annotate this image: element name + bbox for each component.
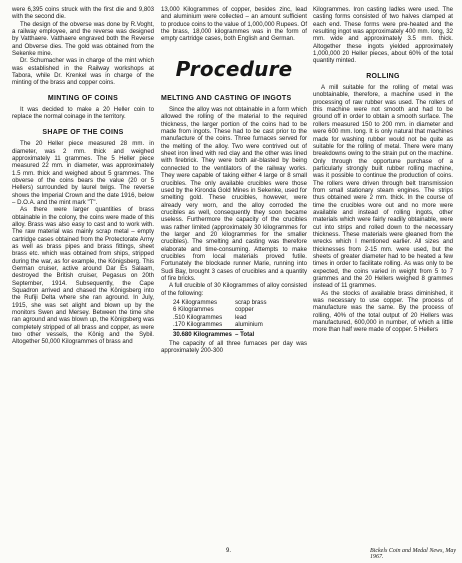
paragraph-schumacher: Dr. Schumacher was in charge of the mint which was established in the Railway workshops at Tabora, while Dr. Krenkel was in charge of the minting of the brass and copper coins. [12, 57, 154, 87]
heading-minting-of-coins: MINTING OF COINS [47, 94, 119, 102]
material-item: lead [235, 313, 247, 321]
column-3 [313, 6, 453, 334]
paragraph-melting: Since the alloy was not obtainable in a form which allowed the rolling of the material to the required thickness, the larger portion of the coins had to be made from ingots. These had to be cast prior to the manufacture of the coins. Three furnaces served for the melting of the alloy. Two were contrived out of sheet iron lined with red clay and the other was lined with firebrick. They were both air-blasted by being connected to the ventilators of the railway works. They were capable of taking either 4 large or 8 small crucibles. The only available crucibles were those used by the Kironda Gold Mines in Sekenke, used for smelting gold. These crucibles, however, were already very worn, and the alloy corroded the crucibles as well, consequently they soon became useless. Furthermore the capacity of the crucibles was rather limited (approximately 30 kilogrammes for the larger and 20 kilogrammes for the smaller crucibles). The smelting and casting was therefore elaborate and time-consuming. Attempts to make crucibles from local materials proved futile. Fortunately the blockade runner Marie, running into Sudi Bay, brought 3 cases of crucibles and a quantity of fire bricks. [161, 106, 307, 282]
paragraph-shape: The 20 Heller piece measured 28 mm. in diameter, was 2 mm. thick and weighed approximately 11 grammes. The 5 Heller piece measured 22 mm. in diameter, was approximately 1.5 mm. thick and weighed about 5 grammes. The obverse of the coins bears the value (20 or 5 Hellers) surrounded by laurel twigs. The reverse shows the Imperial Crown and the date 1916, below – D.O.A. and the mint mark "T". [12, 140, 154, 206]
material-row [161, 306, 307, 313]
paragraph-capacity: The capacity of all three furnaces per day was approximately 200-300 [161, 339, 307, 355]
material-total-row [161, 331, 307, 338]
heading-rolling: ROLLING [366, 72, 400, 80]
material-item: aluminium [235, 321, 263, 329]
paragraph-copper: 13,000 Kilogrammes of copper, besides zinc, lead and aluminium were collected – an amount sufficient to produce coins to the value of 1,000,000 Rupees. Of the brass, 18,000 kilogrammes was in the form of empty cartridge cases, both English and German. [161, 6, 308, 43]
total-rule [173, 329, 243, 330]
heading-melting-casting: MELTING AND CASTING OF INGOTS [161, 94, 292, 102]
page-number: 9. [226, 548, 232, 554]
material-row [161, 321, 307, 328]
material-item: scrap brass [235, 299, 267, 306]
material-item: copper [235, 306, 254, 314]
material-qty: 24 Kilogrammes [173, 299, 218, 306]
material-row [161, 314, 307, 321]
paragraph-minting: It was decided to make a 20 Heller coin to replace the normal coinage in the territory. [12, 106, 154, 121]
paragraph-stocks: As the stocks of available brass diminished, it was necessary to use copper. The process of manufacture was the same. By the process of rolling, 40% of the total output of 20 Hellers was manufactured, 600,000 in number, of which a little more than half were made of copper. 5 Hellers [313, 289, 453, 334]
materials-list [161, 299, 307, 339]
column-1 [12, 6, 154, 346]
section-title-procedure: Procedure [175, 56, 293, 81]
column-2 [161, 6, 307, 354]
material-qty: 6 Kilogrammes [173, 306, 214, 314]
paragraph-ladles: Kilogrammes. Iron casting ladles were used. The casting forms consisted of two halves clamped at each end. These forms were pre-heated and the resulting ingot was approximately 400 mm. long, 32 mm. wide and approximately 3.5 mm. thick. Altogether these ingots yielded approximately 1,000,000 20 Heller pieces, about 60% of the total quantity minted. [313, 6, 453, 65]
paragraph-intro: were 6,395 coins struck with the first die and 9,803 with the second die. [12, 6, 154, 21]
material-qty: .510 Kilogrammes [173, 313, 223, 321]
paragraph-rolling: A mill suitable for the rolling of metal was unobtainable, therefore, a machine used in the processing of raw rubber was used. The rollers of this machine were not smooth and had to be ground off in order to obtain a smooth surface. The rollers measured 150 to 200 mm. in diameter and were 600 mm. long. It is only natural that machines made for washing rubber would not be quite as suitable for the rolling of metal. There were many breakdowns owing to the strain put on the machine. Only through the opportune purchase of a particularly strongly built rubber rolling machine, was it possible to continue the production of coins. The rollers were driven through belt transmission from small stationary steam engines. The strips thus obtained were 2 mm. thick. In the course of time the crucibles wore out and no more were available and instead of rolling ingots, other materials which were fairly readily obtainable, were cut into strips and rolled down to the necessary thickness. These materials were gleaned from the wrecks which I mentioned earlier. All sizes and thicknesses from 2-15 mm. were used, but the sheets of greater diameter had to be heated a few times in order to facilitate rolling. As was only to be expected, the coins varied in weight from 5 to 7 grammes and the 20 Hellers weighed 8 grammes instead of 11 grammes. [313, 84, 453, 290]
paragraph-design: The design of the obverse was done by R.Voght, a railway employee, and the reverse was designed by Vatthaere. Vatthaere engraved both the Reverse and Obverse dies. The gold was obtained from the Sekenke mine. [12, 20, 154, 58]
heading-shape-of-coins: SHAPE OF THE COINS [42, 128, 124, 136]
paragraph-brass: As there were larger quantities of brass obtainable in the colony, the coins were made of this alloy. Brass was also easy to cast and to work with. The raw material was mainly scrap metal – empty cartridge cases obtained from the Protectorate Army as well as brass pipes and brass fittings, sheet brass etc. which was obtained from ships, stripped during the war, as for example, the Königsberg. This German cruiser, active around Dar Es Salaam, destroyed the British cruiser, Pegasus on 20th September, 1914. Subsequently, the Cape Squadron arrived and chased the Königsberg into the Rufiji Delta where she ran aground. In July, 1915, she was set alight and blown up by the monitors Swen and Mersey. Between the time she ran aground and was blown up, the Königsberg was completely stripped of all brass and copper, as were two other vessels, the König and the Sybil. Altogether 50,000 Kilogrammes of brass and [12, 206, 154, 346]
total-qty: 30.680 Kilogrammes [173, 331, 232, 339]
paragraph-charge: A full crucible of 30 Kilogrammes of alloy consisted of the following: [161, 282, 307, 297]
material-qty: .170 Kilogrammes [173, 321, 223, 329]
total-label: – Total [235, 331, 255, 339]
publication-footer: Bickels Coin and Medal News, May 1967. [370, 548, 456, 560]
material-row [161, 299, 307, 306]
